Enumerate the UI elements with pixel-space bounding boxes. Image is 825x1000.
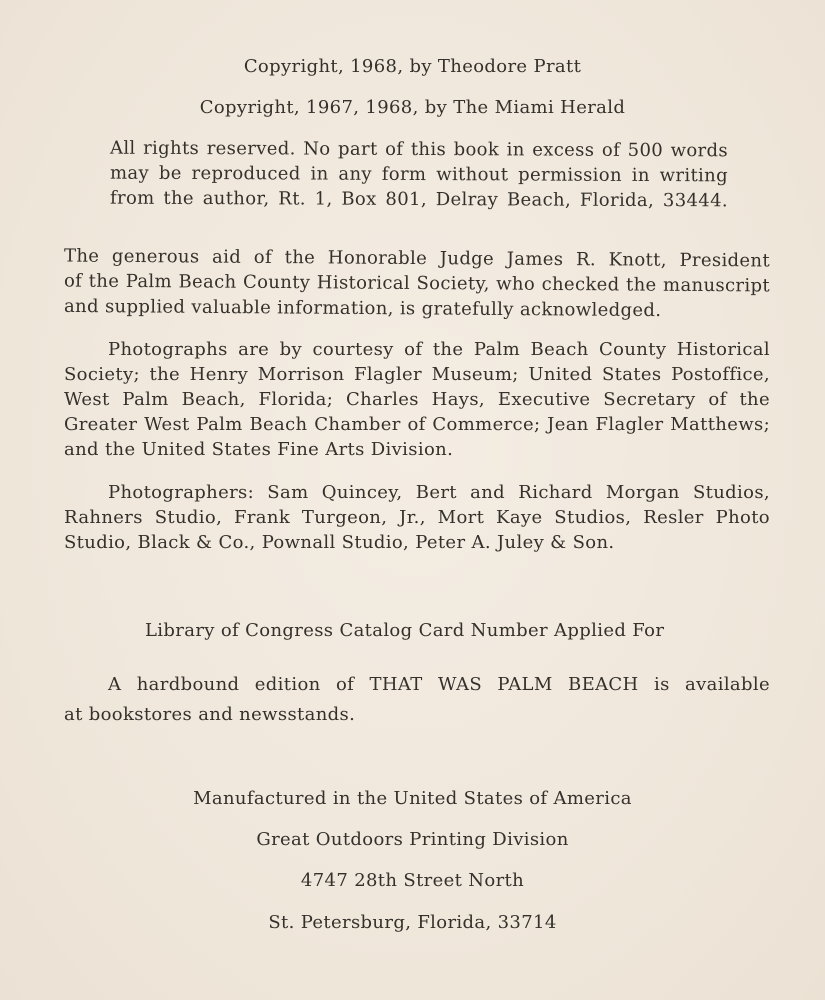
library-of-congress-note: Library of Congress Catalog Card Number Applied For: [145, 620, 665, 641]
hardbound-notice-line: at bookstores and newsstands.: [64, 704, 356, 725]
printer-street: 4747 28th Street North: [300, 870, 525, 891]
photographers-credit-line: Studio, Black & Co., Pownall Studio, Peter A. Juley & Son.: [64, 532, 615, 553]
photographers-credit-line: Photographers: Sam Quincey, Bert and Richard Morgan Studios,: [108, 482, 770, 503]
photographs-credit-line: and the United States Fine Arts Division.: [64, 439, 454, 460]
copyright-notice-author: Copyright, 1968, by Theodore Pratt: [243, 56, 582, 77]
photographs-credit-line: Greater West Palm Beach Chamber of Commerce; Jean Flagler Matthews;: [64, 414, 770, 435]
copyright-notice-herald: Copyright, 1967, 1968, by The Miami Herald: [199, 97, 626, 118]
photographs-credit-line: Photographs are by courtesy of the Palm Beach County Historical: [108, 339, 770, 360]
printer-division: Great Outdoors Printing Division: [256, 829, 569, 850]
photographs-credit-line: Society; the Henry Morrison Flagler Museum; United States Postoffice,: [64, 364, 770, 385]
rights-reserved-line: may be reproduced in any form without permission in writing: [109, 162, 729, 187]
photographers-credit-line: Rahners Studio, Frank Turgeon, Jr., Mort Kaye Studios, Resler Photo: [64, 507, 770, 528]
printer-city: St. Petersburg, Florida, 33714: [268, 912, 557, 933]
acknowledgement-line: and supplied valuable information, is gratefully acknowledged.: [63, 295, 662, 322]
acknowledgement-line: of the Palm Beach County Historical Society, who checked the manuscript: [63, 270, 771, 297]
hardbound-notice-line: A hardbound edition of THAT WAS PALM BEACH is available: [108, 674, 770, 695]
acknowledgement-line: The generous aid of the Honorable Judge James R. Knott, President: [63, 245, 771, 272]
manufacturer-country: Manufactured in the United States of America: [193, 788, 632, 809]
rights-reserved-line: All rights reserved. No part of this book in excess of 500 words: [109, 137, 729, 162]
rights-reserved-line: from the author, Rt. 1, Box 801, Delray Beach, Florida, 33444.: [109, 187, 729, 212]
photographs-credit-line: West Palm Beach, Florida; Charles Hays, Executive Secretary of the: [64, 389, 770, 410]
